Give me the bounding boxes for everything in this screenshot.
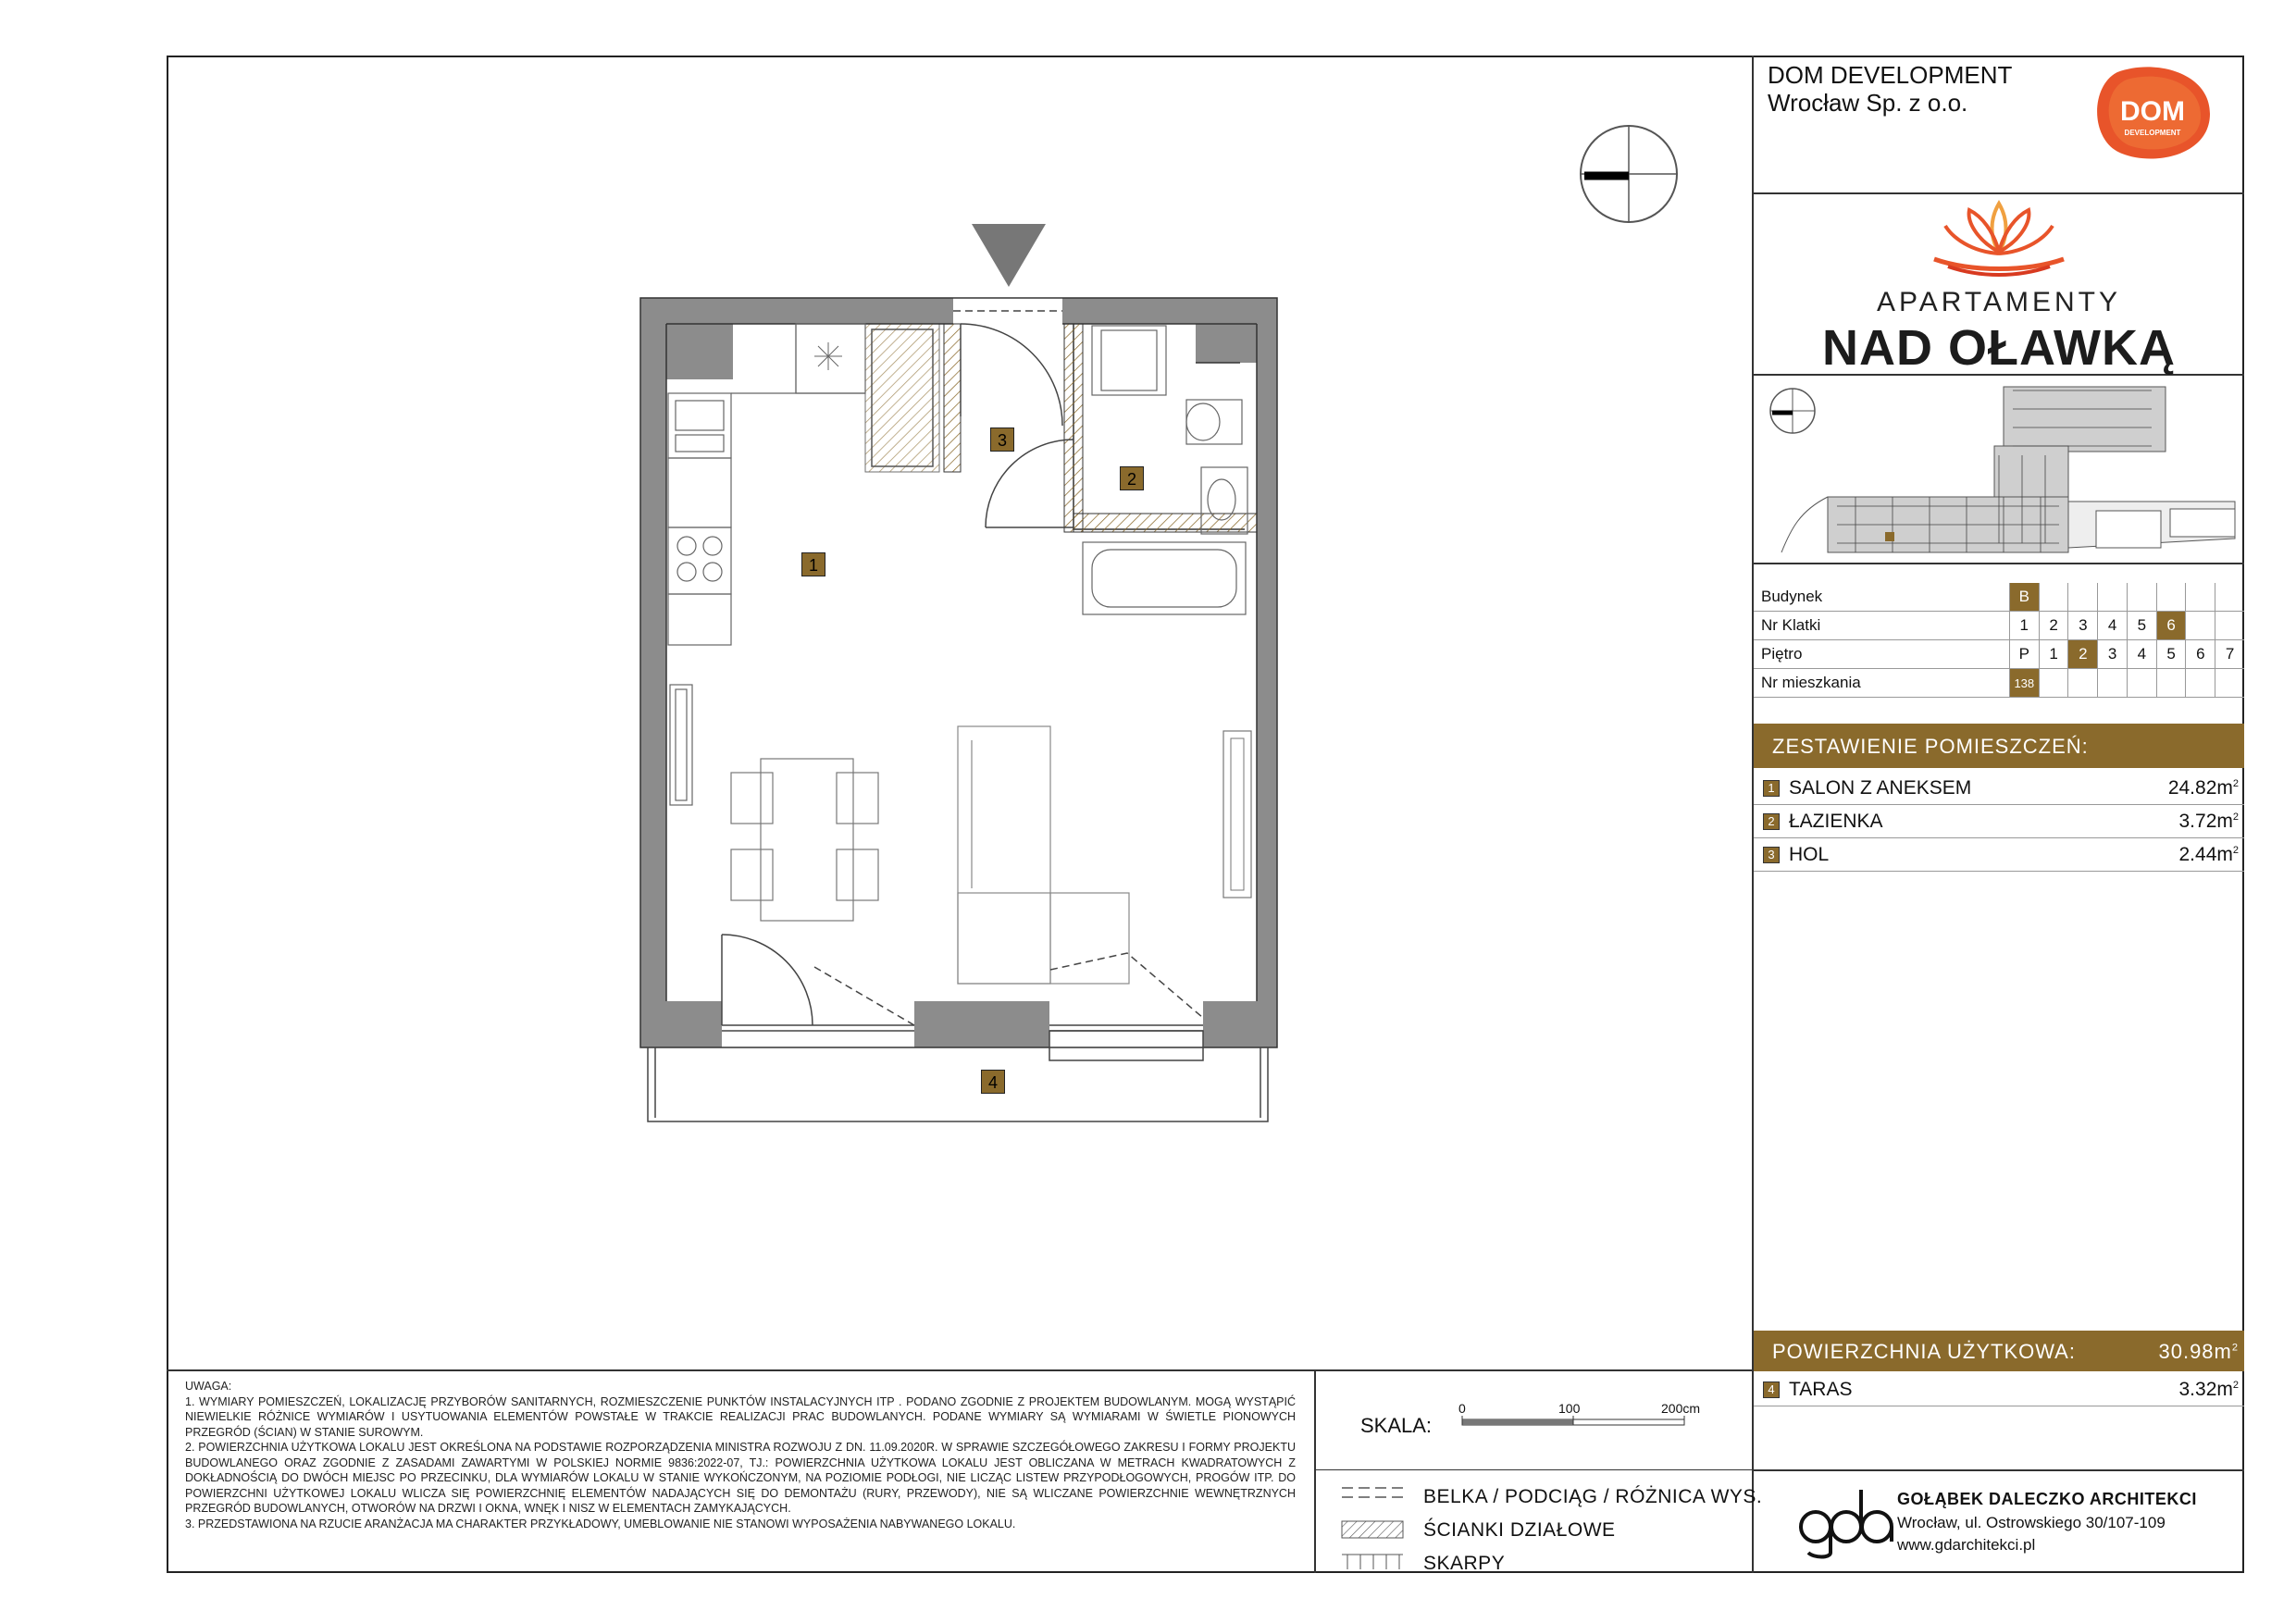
dom-development-logo — [2090, 63, 2219, 165]
notes-block — [185, 1379, 1296, 1531]
info-cell: 3 — [2098, 640, 2128, 669]
entrance-door — [953, 311, 1074, 527]
room-label-2: 2 — [1120, 466, 1144, 490]
note-item: 1. WYMIARY POMIESZCZEŃ, LOKALIZACJĘ PRZYBORÓW SANITARNYCH, ROZMIESZCZENIE PUNKTÓW INSTALACYJNYCH ITP . PODANO ZGODNIE Z PROJEKTEM BUDOWLANYM. MOGĄ WYSTĄPIĆ NIEWIELKIE RÓŻNICE WYMIARÓW I USYTUOWANIA ELEMENTÓW POWSTAŁE W TRAKCIE REALIZACJI PRAC BUDOWLANYCH. PODANE WYMIARY SĄ WYMIARAMI W ŚWIETLE PIONOWYCH PRZEGRÓD (ŚCIAN) W STANIE SUROWYM. — [185, 1394, 1296, 1439]
room-row — [1754, 772, 2244, 805]
notes-title: UWAGA: — [185, 1380, 232, 1393]
info-cell: 7 — [2215, 640, 2244, 669]
developer-name-line2: Wrocław Sp. z o.o. — [1768, 89, 1968, 117]
legend-label: ŚCIANKI DZIAŁOWE — [1423, 1519, 1616, 1541]
entrance-marker-icon — [972, 224, 1046, 287]
terrace-row — [1754, 1373, 2244, 1406]
architect-address: Wrocław, ul. Ostrowskiego 30/107-109 — [1897, 1514, 2166, 1531]
scale-tick: 0 — [1458, 1401, 1466, 1416]
room-label-3: 3 — [990, 427, 1014, 452]
project-subtitle: APARTAMENTY — [1876, 287, 2122, 317]
north-arrow-icon — [1581, 126, 1677, 222]
info-cell: 6 — [2186, 640, 2215, 669]
apartment-marker — [1885, 532, 1894, 541]
scale-tick: 200cm — [1661, 1401, 1701, 1416]
room-number-badge: 2 — [1763, 813, 1780, 830]
table-row-apartment — [1754, 669, 2244, 698]
developer-name — [1768, 61, 2012, 117]
room-area: $2.44m^2$ — [2178, 844, 2239, 865]
room-row — [1754, 838, 2244, 872]
info-cell: B — [2009, 583, 2039, 612]
scale-tick: 100 — [1558, 1401, 1581, 1416]
room-row — [1754, 805, 2244, 838]
logo-text: DOM — [2120, 96, 2185, 127]
info-cell: P — [2009, 640, 2039, 669]
small-north-arrow-icon — [1770, 389, 1815, 433]
usable-area-bar — [1754, 1331, 2244, 1371]
room-name: ŁAZIENKA — [1789, 811, 1883, 832]
architect-name: GOŁĄBEK DALECZKO ARCHITEKCI — [1897, 1490, 2197, 1508]
info-cell: 2 — [2068, 640, 2098, 669]
room-label-4: 4 — [981, 1070, 1005, 1094]
legend-label: SKARPY — [1423, 1553, 1506, 1574]
kitchen-furniture — [668, 324, 865, 805]
developer-name-line1: DOM DEVELOPMENT — [1768, 61, 2013, 89]
info-cell: 138 — [2009, 669, 2039, 698]
usable-area-label: POWIERZCHNIA UŻYTKOWA: — [1772, 1340, 2076, 1363]
info-cell: 4 — [2127, 640, 2156, 669]
reveal-icon — [1340, 1551, 1405, 1571]
table-row-floor — [1754, 640, 2244, 669]
info-label: Piętro — [1754, 640, 2009, 669]
room-number-badge: 1 — [1763, 780, 1780, 797]
architect-web: www.gdarchitekci.pl — [1897, 1536, 2036, 1554]
architect-logo-icon — [1795, 1481, 1897, 1559]
hatch-icon — [1340, 1519, 1405, 1540]
info-cell: 1 — [2039, 640, 2068, 669]
project-title: NAD OŁAWKĄ — [1822, 320, 2176, 376]
terrace-outline — [648, 1047, 1268, 1121]
room-number-badge: 3 — [1763, 847, 1780, 863]
room-label-1: 1 — [801, 552, 825, 576]
info-cell: 4 — [2098, 612, 2128, 640]
bathroom-fixtures — [1083, 326, 1247, 614]
info-label: Nr mieszkania — [1754, 669, 2009, 698]
lotus-logo-icon — [1925, 196, 2073, 279]
logo-subtext: DEVELOPMENT — [2124, 129, 2181, 137]
info-cell: 2 — [2039, 612, 2068, 640]
info-cell: 6 — [2156, 612, 2186, 640]
note-item: 3. PRZEDSTAWIONA NA RZUCIE ARANŻACJA MA CHARAKTER PRZYKŁADOWY, UMEBLOWANIE NIE STANOWI WYPOSAŻENIA NABYWANEGO LOKALU. — [185, 1517, 1016, 1530]
site-key-plan — [1763, 381, 2244, 563]
info-cell: 5 — [2127, 612, 2156, 640]
room-number-badge: 4 — [1763, 1381, 1780, 1398]
apartment-info-table — [1754, 583, 2244, 698]
info-cell: 5 — [2156, 640, 2186, 669]
legend-label: BELKA / PODCIĄG / RÓŻNICA WYS. — [1423, 1486, 1763, 1507]
info-cell: 1 — [2009, 612, 2039, 640]
table-row-building — [1754, 583, 2244, 612]
info-cell: 3 — [2068, 612, 2098, 640]
dining-table — [731, 759, 878, 921]
note-item: 2. POWIERZCHNIA UŻYTKOWA LOKALU JEST OKREŚLONA NA PODSTAWIE ROZPORZĄDZENIA MINISTRA ROZWOJU Z DN. 11.09.2020R. W SPRAWIE SZCZEGÓŁOWEGO ZAKRESU I FORMY PROJEKTU BUDOWLANEGO ORAZ ZGODNIE Z ZASADAMI ZAWARTYMI W POLSKIEJ NORMIE 9836:2022-07, TJ.: POWIERZCHNIA UŻYTKOWA LOKALU JEST OBLICZANA W METRACH KWADRATOWYCH Z DOKŁADNOŚCIĄ DO DWÓCH MIEJSC PO PRZECINKU, DLA WYMIARÓW LOKALU W STANIE WYKOŃCZONYM, NA POZIOMIE PODŁOGI, NIE LICZĄC LISTEW PRZYPODŁOGOWYCH, PROGÓW ITP. DO POWIERZCHNI UŻYTKOWEJ LOKALU WLICZA SIĘ POWIERZCHNIĘ ELEMENTÓW NADAJĄCYCH SIĘ DO DEMONTAŻU (RURY, PRZEWODY), NIE SĄ WLICZANE POWIERZCHNIE WEWNĘTRZNYCH PRZEGRÓD BUDOWLANYCH, OTWORÓW NA DRZWI I OKNA, WNĘK I NISZ W ELEMENTACH ZAMYKAJĄCYCH. — [185, 1441, 1296, 1515]
sofa — [958, 726, 1129, 984]
terrace-area: $3.32m^2$ — [2178, 1379, 2239, 1400]
table-row-staircase — [1754, 612, 2244, 640]
terrace-name: TARAS — [1789, 1379, 1853, 1400]
room-area: $24.82m^2$ — [2167, 777, 2239, 799]
info-label: Budynek — [1754, 583, 2009, 612]
info-label: Nr Klatki — [1754, 612, 2009, 640]
dashed-line-icon — [1340, 1484, 1405, 1503]
room-name: SALON Z ANEKSEM — [1789, 777, 1972, 799]
room-area: $3.72m^2$ — [2178, 811, 2239, 832]
room-name: HOL — [1789, 844, 1830, 865]
scale-label: SKALA: — [1360, 1414, 1433, 1437]
usable-area-value: $30.98m^2$ — [2158, 1340, 2239, 1363]
rooms-section-header: ZESTAWIENIE POMIESZCZEŃ: — [1754, 724, 2244, 768]
